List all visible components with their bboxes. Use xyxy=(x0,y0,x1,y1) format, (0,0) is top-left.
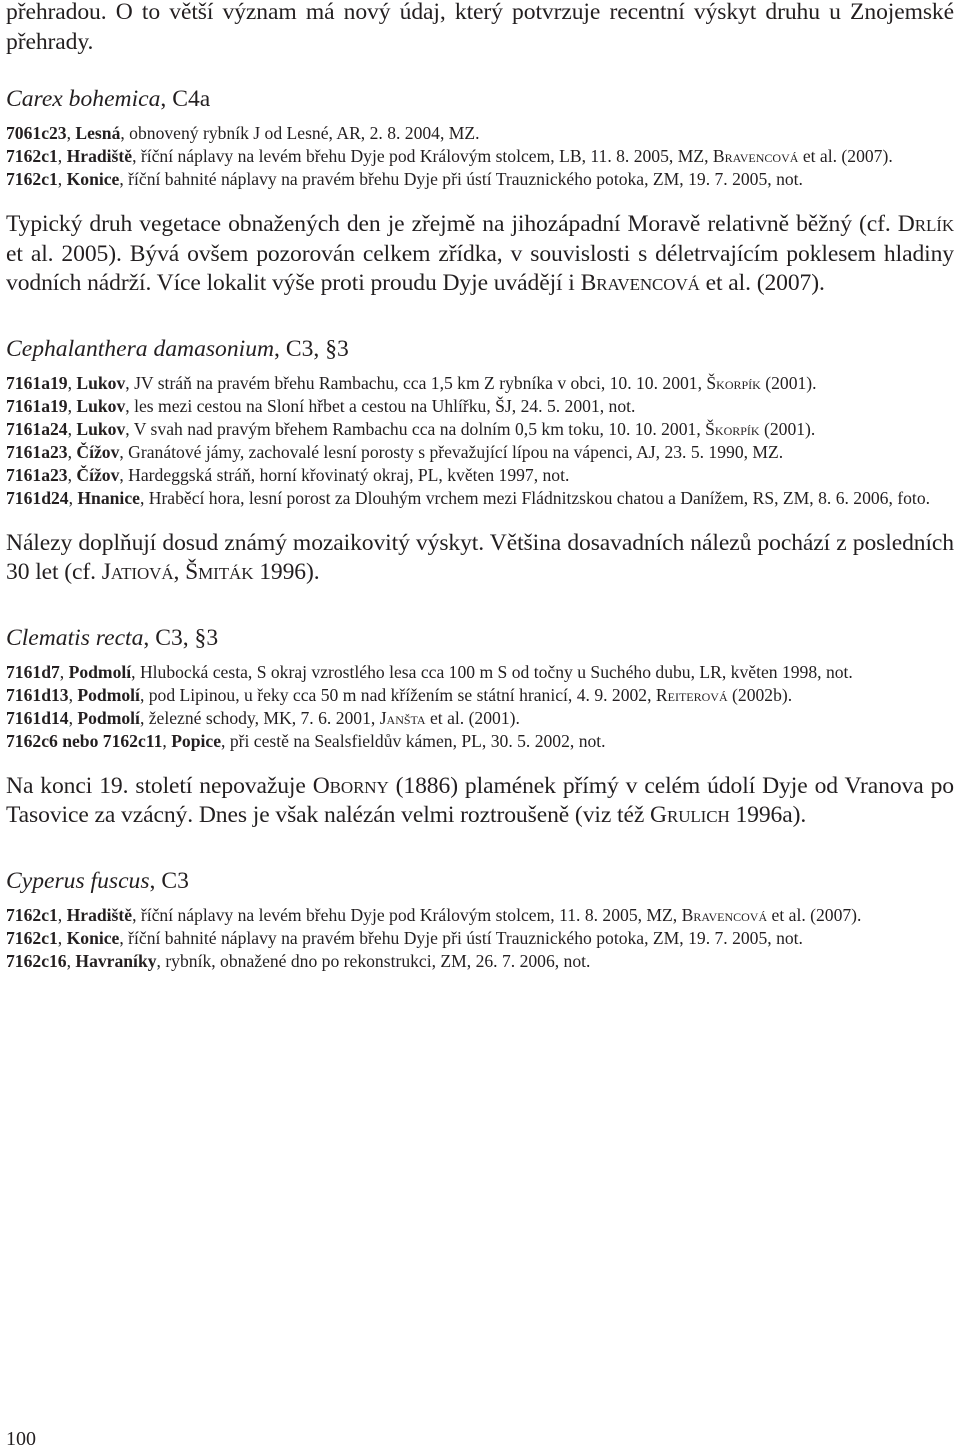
record-locality: Podmolí xyxy=(77,707,140,728)
record-locality: Podmolí xyxy=(68,661,132,682)
note-text: et al. 2005). Bývá ovšem pozorován celkem zřídka, v souvislosti s déletrvajícím poklesem hladiny vodních nádrží. Více lokalit výše proti proudu Dyje uvádějí i xyxy=(6,240,954,296)
note-author: Šmiták xyxy=(185,559,254,585)
note-text: , xyxy=(173,559,186,585)
record-item: 7161a19, Lukov, JV stráň na pravém břehu Rambachu, cca 1,5 km Z rybníka v obci, 10. 10. 2001, Škorpík (2001). xyxy=(6,372,817,393)
record-text: , JV stráň na pravém břehu Rambachu, cca 1,5 km Z rybníka v obci, 10. 10. 2001, xyxy=(125,372,707,393)
page-number: 100 xyxy=(6,1428,36,1450)
record-code: 7161a24 xyxy=(6,418,68,439)
record-locality: Čížov xyxy=(76,441,120,462)
record-locality: Konice xyxy=(66,169,120,189)
record-author-tail: et al. (2007). xyxy=(767,904,862,925)
record-text: , říční bahnité náplavy na pravém břehu Dyje při ústí Trauznického potoka, ZM, 19. 7. 2005, not. xyxy=(119,927,803,948)
species-category: , C4a xyxy=(160,86,211,112)
record-code: 7162c1 xyxy=(6,169,58,189)
protection-mark: §3 xyxy=(194,624,219,651)
record-item: 7161d14, Podmolí, železné schody, MK, 7. 6. 2001, Janšta et al. (2001). xyxy=(6,707,520,728)
record-author: Škorpík xyxy=(705,418,760,439)
record-item: 7161d24, Hnanice, Hraběcí hora, lesní porost za Dlouhým vrchem mezi Fládnitzskou chatou a Danížem, RS, ZM, 8. 6. 2006, foto. xyxy=(6,487,931,508)
intro-paragraph xyxy=(6,0,954,57)
record-author-tail: (2002b). xyxy=(727,684,793,705)
record-item: 7161a23, Čížov, Hardeggská stráň, horní křovinatý okraj, PL, květen 1997, not. xyxy=(6,464,570,485)
note-text: (1886) plamének přímý v celém údolí Dyje od Vranova po Tasovice za vzácný. Dnes je však nalézán velmi roztroušeně (viz též xyxy=(6,772,954,828)
record-code: 7161d7 xyxy=(6,661,60,682)
record-item: 7161d7, Podmolí, Hlubocká cesta, S okraj vzrostlého lesa cca 100 m S od točny u Suchého dubu, LR, květen 1998, not. xyxy=(6,661,853,682)
note-author: Jatiová xyxy=(101,559,174,585)
intro-line-1: přehradou. O to větší význam má nový údaj, který potvrzuje recentní výskyt druhu xyxy=(6,0,820,25)
species-heading xyxy=(6,335,954,364)
document-page xyxy=(6,0,954,973)
record-text: , železné schody, MK, 7. 6. 2001, xyxy=(139,707,380,728)
record-locality: Havraníky xyxy=(75,950,157,971)
note-text: 1996a). xyxy=(729,802,807,828)
note-author: Bravencová xyxy=(580,270,700,296)
record-item: 7162c6 nebo 7162c11, Popice, při cestě na Sealsfieldův kámen, PL, 30. 5. 2002, not. xyxy=(6,730,606,751)
species-name: Carex bohemica xyxy=(6,86,161,112)
record-locality: Podmolí xyxy=(77,684,140,705)
record-locality: Konice xyxy=(66,927,120,948)
species-category: , C3, xyxy=(274,335,326,362)
record-locality: Hnanice xyxy=(77,487,140,508)
record-item: 7161d13, Podmolí, pod Lipinou, u řeky cca 50 m nad křížením se státní hranicí, 4. 9. 2002, Reiterová (2002b). xyxy=(6,684,793,705)
record-text: , Hardeggská stráň, horní křovinatý okraj, PL, květen 1997, not. xyxy=(119,464,570,485)
species-name: Cyperus fuscus xyxy=(6,867,150,894)
record-author: Škorpík xyxy=(706,372,761,393)
record-locality: Lukov xyxy=(76,372,126,393)
record-author-tail: (2001). xyxy=(760,372,817,393)
record-locality: Popice xyxy=(171,730,222,751)
record-code: 7162c1 xyxy=(6,904,58,925)
record-text: , říční náplavy na levém břehu Dyje pod Královým stolcem, LB, 11. 8. 2005, MZ, xyxy=(132,146,713,166)
record-item: 7162c1, Hradiště, říční náplavy na levém břehu Dyje pod Královým stolcem, LB, 11. 8. 2005, MZ, Bravencová et al. (2007). xyxy=(6,146,893,166)
record-item: 7162c16, Havraníky, rybník, obnažené dno po rekonstrukci, ZM, 26. 7. 2006, not. xyxy=(6,950,591,971)
note-text: 1996). xyxy=(253,559,320,585)
record-code: 7161d24 xyxy=(6,487,69,508)
record-locality: Čížov xyxy=(76,464,120,485)
record-text: , rybník, obnažené dno po rekonstrukci, ZM, 26. 7. 2006, not. xyxy=(156,950,591,971)
record-item: 7162c1, Konice, říční bahnité náplavy na pravém břehu Dyje při ústí Trauznického potoka, ZM, 19. 7. 2005, not. xyxy=(6,169,803,189)
record-item: 7161a19, Lukov, les mezi cestou na Sloní hřbet a cestou na Uhlířku, ŠJ, 24. 5. 2001, not. xyxy=(6,395,636,416)
record-code: 7161a19 xyxy=(6,395,68,416)
record-author: Bravencová xyxy=(681,904,768,925)
record-code: 7061c23 xyxy=(6,123,67,143)
record-text: , pod Lipinou, u řeky cca 50 m nad křížením se státní hranicí, 4. 9. 2002, xyxy=(139,684,656,705)
record-code: 7162c6 nebo 7162c11 xyxy=(6,730,163,751)
record-text: , říční bahnité náplavy na pravém břehu Dyje při ústí Trauznického potoka, ZM, 19. 7. 2005, not. xyxy=(119,169,803,189)
record-item: 7162c1, Konice, říční bahnité náplavy na pravém břehu Dyje při ústí Trauznického potoka, ZM, 19. 7. 2005, not. xyxy=(6,927,803,948)
record-text: , při cestě na Sealsfieldův kámen, PL, 30. 5. 2002, not. xyxy=(221,730,606,751)
species-category: , C3 xyxy=(149,867,189,894)
record-locality: Hradiště xyxy=(66,904,133,925)
record-text: , Hlubocká cesta, S okraj vzrostlého lesa cca 100 m S od točny u Suchého dubu, LR, květen 1998, not. xyxy=(131,661,853,682)
note-author: Grulich xyxy=(650,802,730,828)
record-author-tail: (2001). xyxy=(759,418,816,439)
record-locality: Hradiště xyxy=(66,146,133,166)
record-item: 7161a23, Čížov, Granátové jámy, zachovalé lesní porosty s převažující lípou na vápenci, AJ, 23. 5. 1990, MZ. xyxy=(6,441,784,462)
species-name: Clematis recta xyxy=(6,624,144,651)
intro-line-2: u Znojemské přehrady. xyxy=(6,0,954,55)
record-text: , Hraběcí hora, lesní porost za Dlouhým vrchem mezi Fládnitzskou chatou a Danížem, RS, ZM, 8. 6. 2006, foto. xyxy=(139,487,931,508)
note-text: Na konci 19. století nepovažuje xyxy=(6,772,313,799)
record-text: , obnovený rybník J od Lesné, AR, 2. 8. 2004, MZ. xyxy=(120,123,480,143)
note-author: Drlík xyxy=(897,211,954,237)
record-code: 7161d14 xyxy=(6,707,69,728)
species-heading xyxy=(6,85,954,114)
note-author: Oborny xyxy=(312,772,389,799)
record-author: Reiterová xyxy=(655,684,728,705)
record-author: Bravencová xyxy=(712,146,799,166)
species-category: , C3, xyxy=(143,624,195,651)
record-author: Janšta xyxy=(379,707,426,728)
species-name: Cephalanthera damasonium xyxy=(6,335,275,362)
record-locality: Lukov xyxy=(76,395,126,416)
record-code: 7161d13 xyxy=(6,684,69,705)
record-text: , Granátové jámy, zachovalé lesní porosty s převažující lípou na vápenci, AJ, 23. 5. 1990, MZ. xyxy=(119,441,784,462)
record-author-tail: et al. (2001). xyxy=(425,707,520,728)
record-code: 7161a23 xyxy=(6,441,68,462)
record-code: 7161a23 xyxy=(6,464,68,485)
note-text: Nálezy doplňují dosud známý mozaikovitý výskyt. Většina dosavadních nálezů pochází z posledních 30 let (cf. xyxy=(6,529,954,585)
record-item: 7161a24, Lukov, V svah nad pravým břehem Rambachu cca na dolním 0,5 km toku, 10. 10. 2001, Škorpík (2001). xyxy=(6,418,816,439)
record-item: 7162c1, Hradiště, říční náplavy na levém břehu Dyje pod Královým stolcem, 11. 8. 2005, MZ, Bravencová et al. (2007). xyxy=(6,904,862,925)
record-text: , říční náplavy na levém břehu Dyje pod Královým stolcem, 11. 8. 2005, MZ, xyxy=(132,904,682,925)
record-code: 7162c1 xyxy=(6,146,58,166)
protection-mark: §3 xyxy=(325,335,349,362)
note-paragraph xyxy=(6,529,954,588)
record-locality: Lukov xyxy=(76,418,126,439)
note-paragraph xyxy=(6,772,954,831)
note-paragraph xyxy=(6,210,954,299)
record-code: 7161a19 xyxy=(6,372,68,393)
record-text: , V svah nad pravým břehem Rambachu cca na dolním 0,5 km toku, 10. 10. 2001, xyxy=(125,418,706,439)
species-heading xyxy=(6,867,954,896)
record-author-tail: et al. (2007). xyxy=(798,146,893,166)
record-locality: Lesná xyxy=(75,123,121,143)
record-code: 7162c16 xyxy=(6,950,67,971)
record-item: 7061c23, Lesná, obnovený rybník J od Lesné, AR, 2. 8. 2004, MZ. xyxy=(6,123,480,143)
record-text: , les mezi cestou na Sloní hřbet a cestou na Uhlířku, ŠJ, 24. 5. 2001, not. xyxy=(125,395,636,416)
note-text: et al. (2007). xyxy=(699,270,825,296)
record-code: 7162c1 xyxy=(6,927,58,948)
species-heading xyxy=(6,624,954,653)
note-text: Typický druh vegetace obnažených den je zřejmě na jihozápadní Moravě relativně běžný (cf. xyxy=(6,211,898,237)
